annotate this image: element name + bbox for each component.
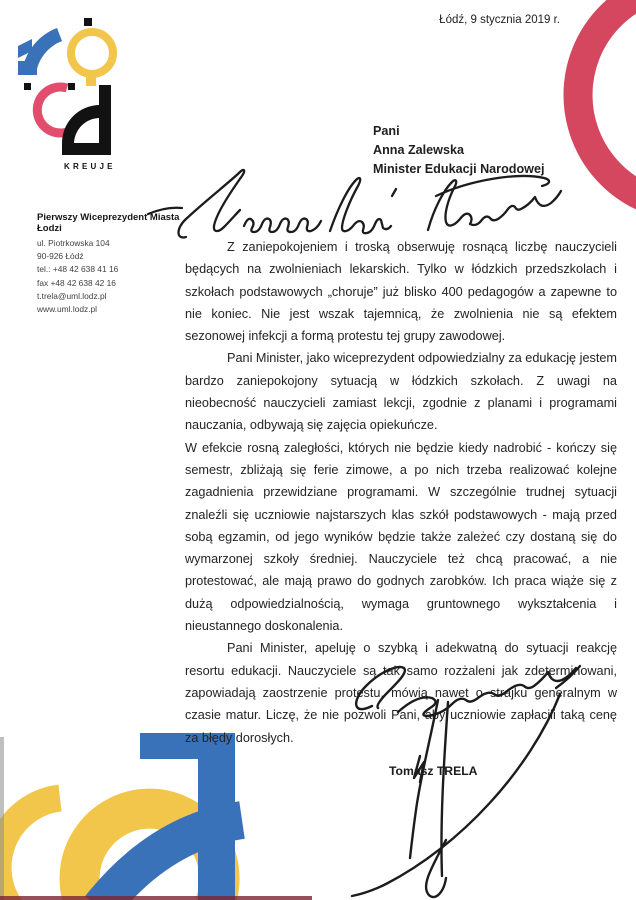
sender-email: t.trela@uml.lodz.pl — [37, 290, 107, 301]
sender-street: ul. Piotrkowska 104 — [37, 238, 110, 248]
sender-website: www.uml.lodz.pl — [37, 304, 98, 315]
sender-phone: tel.: +48 42 638 41 16 — [37, 264, 119, 275]
paragraph-4: Pani Minister, apeluję o szybką i adekwatną do sytuacji reakcję resortu edukacji. Nauczyciele są tak samo rozżaleni jak zdeterminowani, zapowiadają zaostrzenie protestu, mówią nawet o strajku generalnym w czasie matur. Liczę, że nie pozwoli Pani, aby uczniowie zapłacili taką cenę za błędy dorosłych. — [185, 641, 617, 745]
sender-title: Pierwszy Wiceprezydent Miasta Łodzi — [37, 212, 180, 234]
date-line: Łódź, 9 stycznia 2019 r. — [439, 14, 560, 26]
signature-name: Tomasz TRELA — [389, 764, 478, 778]
sender-city: 90-926 Łódź — [37, 251, 84, 262]
signature-strokes — [352, 666, 580, 897]
paragraph-1: Z zaniepokojeniem i troską obserwuję rosnącą liczbę nauczycieli będących na zwolnieniach lekarskich. Tylko w łódzkich przedszkolach i szkołach podstawowych „choruje” już blisko 400 pedagogów a zapewne to nie koniec. Nie jest wszak tajemnicą, że zwolnienia nie są efektem sezonowej infekcji a formą protestu tej grupy zawodowej. — [185, 240, 617, 344]
sender-fax: fax +48 42 638 42 16 — [37, 277, 116, 288]
recipient-title: Minister Edukacji Narodowej — [373, 162, 545, 176]
paragraph-2: Pani Minister, jako wiceprezydent odpowiedzialny za edukację jestem bardzo zaniepokojony sytuacją w łódzkich szkołach. Z uwagi na nieobecność nauczycieli zamiast lekcji, zgodnie z planami i programami nauczania, odbywają się zajęcia opiekuńcze. — [185, 351, 617, 433]
paragraph-3: W efekcie rosną zaległości, których nie będzie kiedy nadrobić - kończy się semestr, zbliżają się ferie zimowe, a po nich trzeba realizować kolejne zagadnienia przewidziane programami. W szczególnie trudnej sytuacji znaleźli się uczniowie najstarszych klas szkół podstawowych - mają przed sobą egzamin, od jego wyników będzie także zależeć czy dostaną się do wymarzonej szkoły średniej. Nauczyciele też chcą pracować, a nie protestować, ale mają prawo do godnych zarobków. Ich praca wiąże się z dużą odpowiedzialnością, wymaga gruntownego wykształcenia i nieustannego doskonalenia. — [185, 440, 617, 634]
recipient-name: Anna Zalewska — [373, 143, 464, 157]
logo-wordmark: KREUJE — [64, 162, 116, 171]
recipient-salutation: Pani — [373, 124, 400, 138]
